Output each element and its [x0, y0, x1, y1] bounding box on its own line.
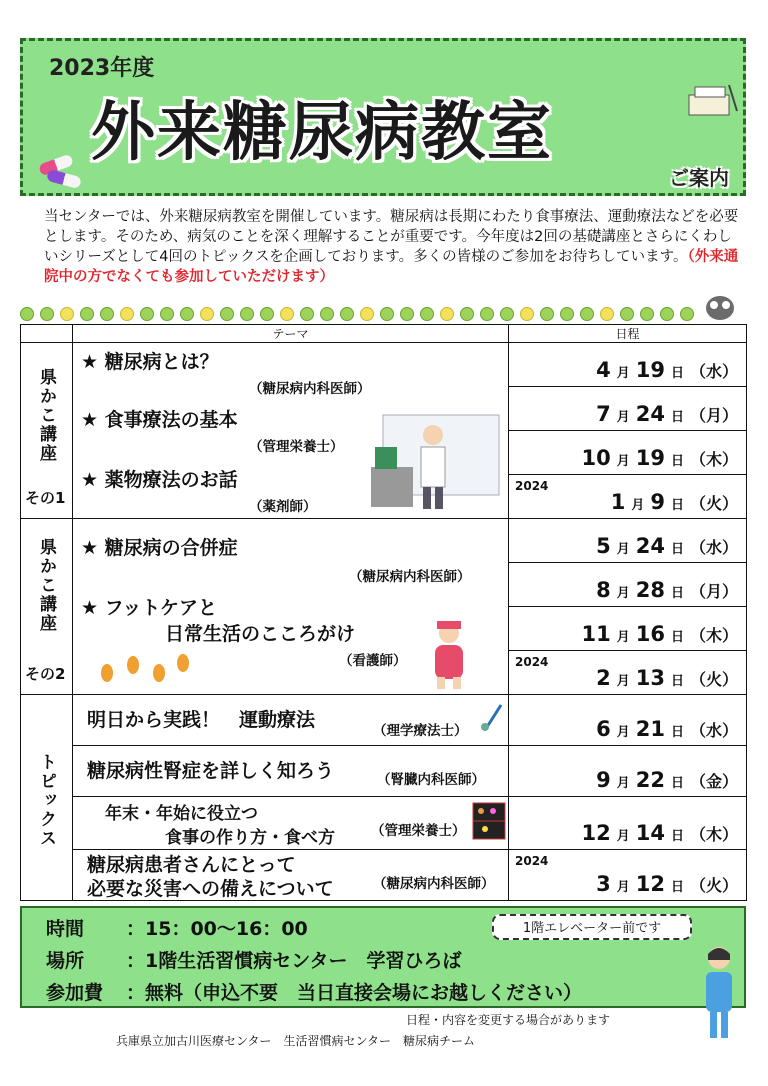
header-banner	[20, 38, 746, 196]
month-unit: 月	[616, 630, 630, 645]
day-unit: 日	[670, 776, 684, 791]
day-unit: 日	[670, 725, 684, 740]
page-title: 外来糖尿病教室	[91, 96, 553, 170]
date-month: 5	[596, 534, 611, 558]
receptionist-illustration	[696, 944, 742, 1040]
day-unit: 日	[670, 366, 684, 381]
header-theme: テーマ	[73, 325, 509, 343]
apple-icon	[360, 307, 374, 321]
date-year: 2024	[515, 854, 549, 868]
topic-title: 糖尿病性腎症を詳しく知ろう	[87, 760, 335, 782]
date-weekday: （木）	[689, 825, 738, 844]
day-unit: 日	[670, 829, 684, 844]
organization-credit: 兵庫県立加古川医療センター 生活習慣病センター 糖尿病チーム	[116, 1034, 476, 1048]
date-month: 2	[596, 666, 611, 690]
date-cell	[509, 651, 747, 695]
date-year: 2024	[515, 655, 549, 669]
footprints-icon	[93, 649, 193, 689]
topic-row	[73, 797, 509, 850]
section2-sub: その2	[25, 665, 66, 683]
date-cell	[509, 431, 747, 475]
topic-title-line2: 食事の作り方・食べ方	[165, 828, 335, 848]
month-unit: 月	[616, 880, 630, 895]
day-unit: 日	[670, 498, 684, 513]
apple-icon	[400, 307, 414, 321]
date-month: 8	[596, 578, 611, 602]
apple-icon	[40, 307, 54, 321]
year-label: 2023年度	[49, 56, 155, 81]
month-unit: 月	[616, 454, 630, 469]
day-unit: 日	[670, 410, 684, 425]
owl-icon	[700, 290, 740, 322]
month-unit: 月	[616, 674, 630, 689]
date-day: 16	[635, 622, 665, 646]
day-unit: 日	[670, 454, 684, 469]
date-weekday: （月）	[689, 406, 738, 425]
topic-row	[73, 850, 509, 901]
apple-icon	[640, 307, 654, 321]
month-unit: 月	[616, 366, 630, 381]
date-day: 24	[635, 534, 665, 558]
day-unit: 日	[670, 630, 684, 645]
date-weekday: （水）	[689, 538, 738, 557]
month-unit: 月	[616, 410, 630, 425]
topics-label-cell	[21, 695, 73, 901]
stopwatch-lanyard-icon	[479, 703, 507, 733]
apple-icon	[140, 307, 154, 321]
date-day: 19	[635, 358, 665, 382]
topic-title: ★ 糖尿病とは？	[81, 351, 219, 373]
fee-value: ：無料（申込不要 当日直接会場にお越しください）	[126, 982, 583, 1004]
header-date: 日程	[509, 325, 747, 343]
date-weekday: （水）	[689, 721, 738, 740]
date-day: 22	[635, 768, 665, 792]
date-weekday: （月）	[689, 582, 738, 601]
pill-icon	[46, 169, 82, 189]
date-weekday: （金）	[689, 772, 738, 791]
topic-speaker: （管理栄養士）	[371, 823, 466, 839]
apple-icon	[440, 307, 454, 321]
osechi-box-icon	[469, 799, 509, 843]
guide-label: ご案内	[669, 166, 729, 190]
date-month: 3	[596, 872, 611, 896]
apple-icon	[660, 307, 674, 321]
apple-icon	[480, 307, 494, 321]
date-weekday: （火）	[689, 670, 738, 689]
date-day: 13	[635, 666, 665, 690]
topic-title: ★ フットケアと	[81, 597, 217, 619]
schedule-table	[20, 324, 747, 901]
fee-label: 参加費	[46, 982, 104, 1004]
topic-title-line2: 日常生活のこころがけ	[165, 623, 356, 645]
month-unit: 月	[616, 586, 630, 601]
topic-speaker: （管理栄養士）	[249, 439, 344, 455]
section1-topics	[73, 343, 509, 519]
date-day: 28	[635, 578, 665, 602]
apple-icon	[280, 307, 294, 321]
apple-icon	[80, 307, 94, 321]
topic-row	[73, 746, 509, 797]
topic-title: 糖尿病患者さんにとって	[87, 854, 296, 876]
topic-speaker: （糖尿病内科医師）	[349, 569, 471, 585]
apple-icon	[100, 307, 114, 321]
day-unit: 日	[670, 586, 684, 601]
section2-label-cell	[21, 519, 73, 695]
info-box	[20, 906, 746, 1008]
topic-title: 年末・年始に役立つ	[105, 804, 258, 824]
topics-label: トピックス	[36, 752, 56, 848]
month-unit: 月	[616, 542, 630, 557]
date-cell	[509, 797, 747, 850]
section2-topics	[73, 519, 509, 695]
section1-label-cell	[21, 343, 73, 519]
topic-title: 明日から実践！ 運動療法	[87, 709, 316, 731]
date-cell	[509, 607, 747, 651]
section2-label: 県かこ講座	[36, 537, 56, 633]
intro-text	[44, 207, 744, 287]
day-unit: 日	[670, 542, 684, 557]
place-value: ：1階生活習慣病センター 学習ひろば	[126, 950, 462, 972]
month-unit: 月	[616, 776, 630, 791]
apple-icon	[420, 307, 434, 321]
time-label: 時間	[46, 918, 85, 940]
intro-highlight: （外来通院中の方でなくても参加していただけます）	[44, 249, 739, 285]
date-day: 21	[635, 717, 665, 741]
apple-icon	[580, 307, 594, 321]
place-label: 場所	[46, 950, 85, 972]
change-notice: 日程・内容を変更する場合があります	[406, 1013, 611, 1027]
date-cell	[509, 695, 747, 746]
date-cell	[509, 387, 747, 431]
time-value: ：15：00〜16：00	[126, 918, 308, 940]
month-unit: 月	[616, 829, 630, 844]
apple-icon	[600, 307, 614, 321]
date-cell	[509, 343, 747, 387]
date-day: 9	[650, 490, 665, 514]
apple-icon	[20, 307, 34, 321]
nurse-walking-illustration	[419, 619, 479, 691]
apple-icon	[60, 307, 74, 321]
apple-icon	[680, 307, 694, 321]
section1-label: 県かこ講座	[36, 367, 56, 463]
apple-icon	[560, 307, 574, 321]
topic-row	[73, 695, 509, 746]
apple-icon	[220, 307, 234, 321]
month-unit: 月	[616, 725, 630, 740]
topic-title-line2: 必要な災害への備えについて	[87, 878, 334, 900]
apple-icon	[620, 307, 634, 321]
date-day: 14	[635, 821, 665, 845]
date-cell	[509, 475, 747, 519]
topic-speaker: （腎臓内科医師）	[377, 772, 485, 788]
date-day: 19	[635, 446, 665, 470]
apple-icon	[500, 307, 514, 321]
apple-icon	[260, 307, 274, 321]
date-month: 10	[581, 446, 611, 470]
location-bubble: 1階エレベーター前です	[492, 914, 692, 940]
header-blank	[21, 325, 73, 343]
section1-sub: その1	[25, 489, 66, 507]
topic-speaker: （薬剤師）	[249, 499, 317, 515]
date-year: 2024	[515, 479, 549, 493]
date-day: 12	[635, 872, 665, 896]
date-month: 4	[596, 358, 611, 382]
date-day: 24	[635, 402, 665, 426]
date-month: 12	[581, 821, 611, 845]
day-unit: 日	[670, 880, 684, 895]
month-unit: 月	[631, 498, 645, 513]
apple-icon	[320, 307, 334, 321]
topic-title: ★ 糖尿病の合併症	[81, 537, 238, 559]
medicine-box-icon	[683, 81, 743, 121]
topic-title: ★ 食事療法の基本	[81, 409, 238, 431]
date-weekday: （木）	[689, 626, 738, 645]
date-month: 6	[596, 717, 611, 741]
apple-icon	[380, 307, 394, 321]
date-month: 7	[596, 402, 611, 426]
date-cell	[509, 519, 747, 563]
date-month: 1	[610, 490, 626, 514]
day-unit: 日	[670, 674, 684, 689]
date-weekday: （木）	[689, 450, 738, 469]
apple-border	[20, 307, 720, 323]
apple-icon	[240, 307, 254, 321]
doctor-illustration	[363, 405, 503, 515]
date-weekday: （火）	[689, 876, 738, 895]
topic-speaker: （糖尿病内科医師）	[249, 381, 371, 397]
apple-icon	[160, 307, 174, 321]
topic-speaker: （理学療法士）	[373, 723, 468, 739]
date-month: 9	[596, 768, 611, 792]
apple-icon	[120, 307, 134, 321]
date-cell	[509, 850, 747, 901]
date-cell	[509, 563, 747, 607]
topic-speaker: （糖尿病内科医師）	[373, 876, 495, 892]
apple-icon	[520, 307, 534, 321]
apple-icon	[340, 307, 354, 321]
topic-title: ★ 薬物療法のお話	[81, 469, 238, 491]
apple-icon	[300, 307, 314, 321]
topic-speaker: （看護師）	[339, 653, 407, 669]
apple-icon	[200, 307, 214, 321]
apple-icon	[540, 307, 554, 321]
date-month: 11	[581, 622, 611, 646]
intro-body: 当センターでは、外来糖尿病教室を開催しています。糖尿病は長期にわたり食事療法、運動療法などを必要とします。そのため、病気のことを深く理解することが重要です。今年度は2回の基礎講座とさらにくわしいシリーズとして4回のトピックスを企画しております。多くの皆様のご参加をお待ちしています。	[44, 209, 739, 265]
date-cell	[509, 746, 747, 797]
apple-icon	[180, 307, 194, 321]
date-weekday: （火）	[689, 494, 738, 513]
date-weekday: （水）	[689, 362, 738, 381]
apple-icon	[460, 307, 474, 321]
